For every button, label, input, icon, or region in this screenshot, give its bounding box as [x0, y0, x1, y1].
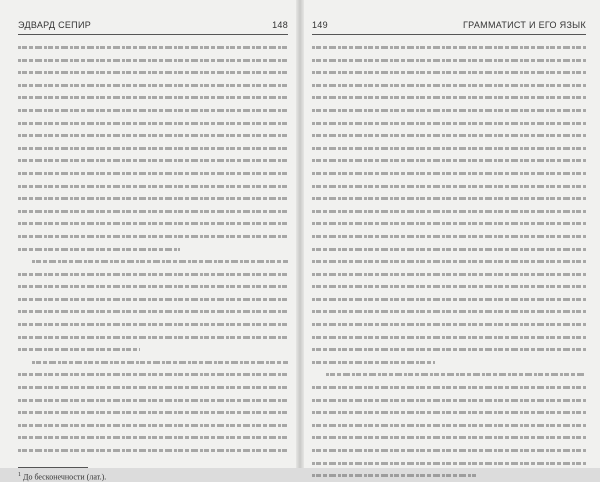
footnote-text: До бесконечности (лат.). [23, 472, 107, 482]
left-running-head [18, 20, 288, 35]
footnote-marker: 1 [18, 471, 21, 478]
footnote [18, 472, 288, 482]
right-body-text [312, 41, 586, 482]
right-running-head [312, 20, 586, 35]
left-body-text [18, 41, 288, 457]
footnote-rule [18, 467, 88, 468]
book-gutter [296, 0, 304, 468]
left-page [0, 0, 296, 482]
chapter-title-head: ГРАММАТИСТ И ЕГО ЯЗЫК [462, 20, 586, 30]
author-name: ЭДВАРД СЕПИР [18, 20, 92, 30]
left-page-number: 148 [272, 20, 288, 30]
right-page [304, 0, 600, 468]
right-page-number: 149 [312, 20, 328, 30]
